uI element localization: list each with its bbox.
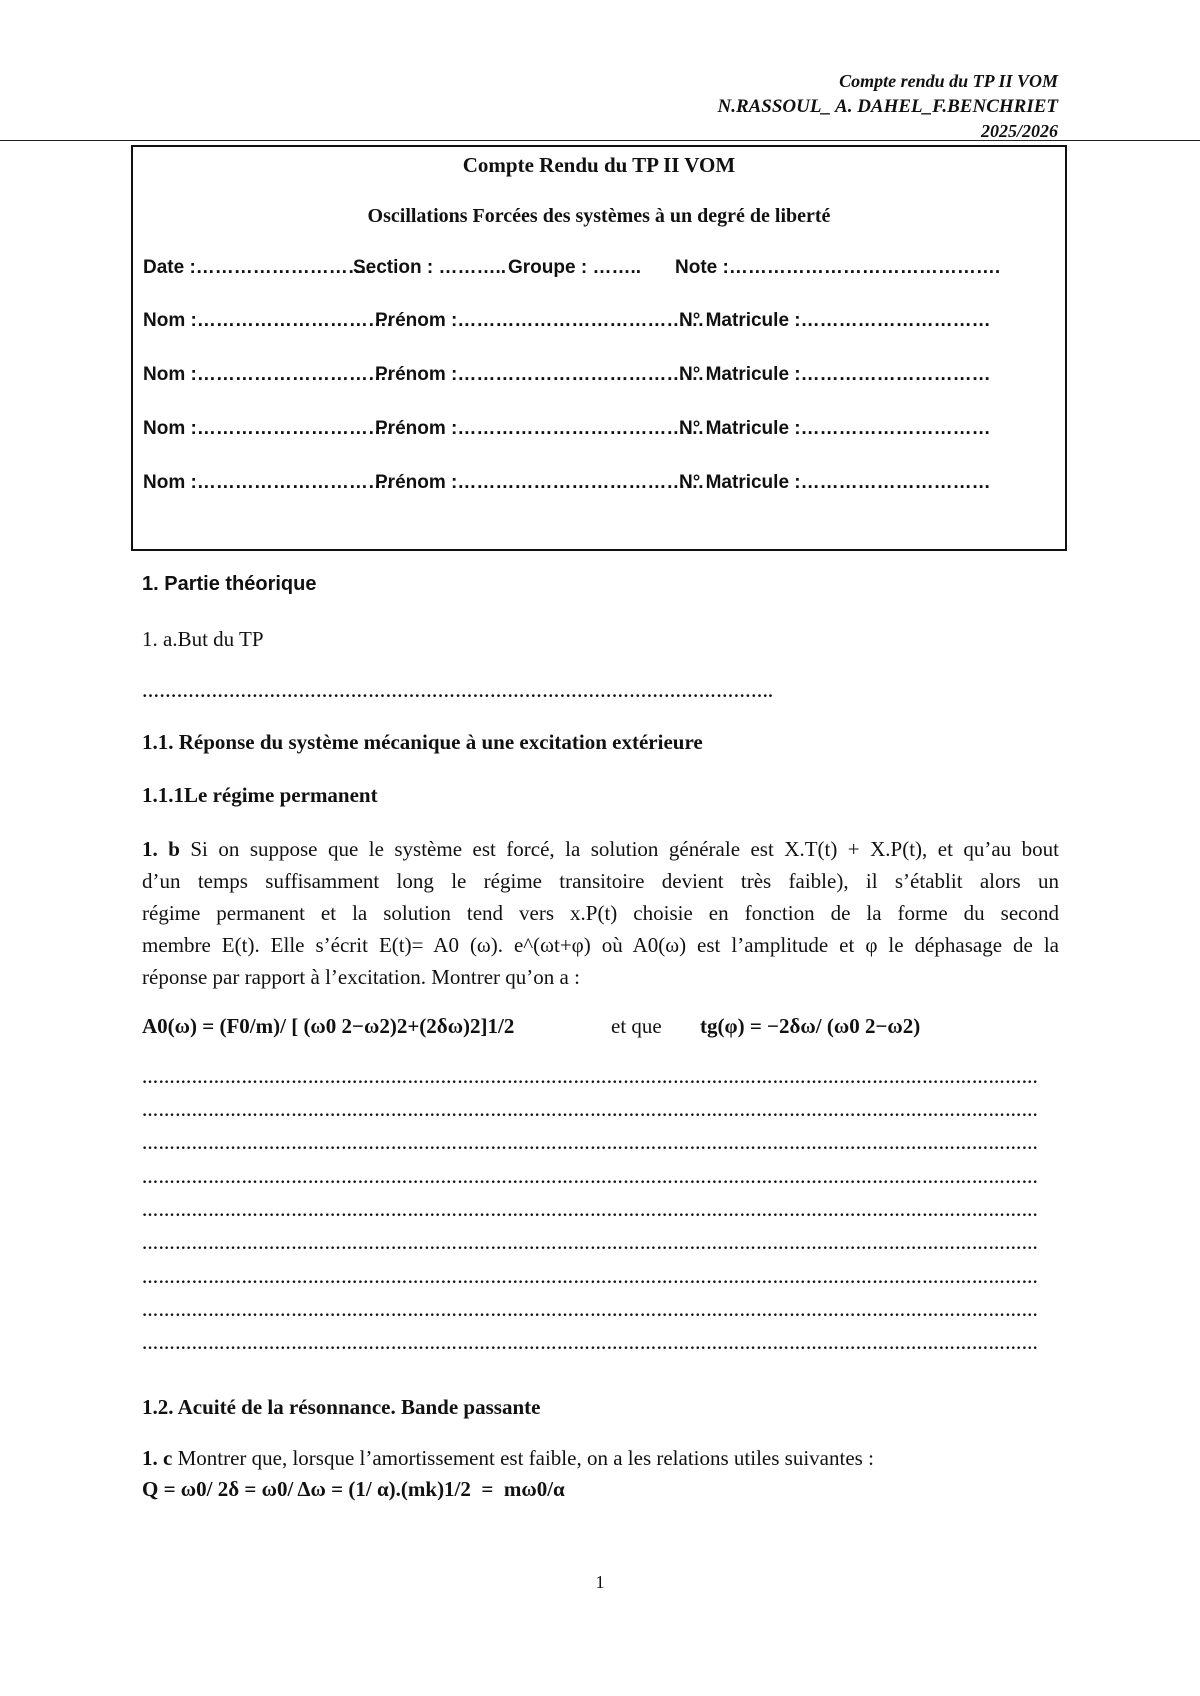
- nom-field[interactable]: Nom :………………………….: [143, 472, 393, 493]
- prenom-field[interactable]: Prénom :…………………………………: [375, 418, 705, 439]
- note-field[interactable]: Note :…………………………………….: [675, 257, 1001, 278]
- formula-amplitude: A0(ω) = (F0/m)/ [ (ω0 2−ω2)2+(2δω)2]1/2: [142, 1014, 515, 1038]
- section-heading-1-2: 1.2. Acuité de la résonnance. Bande passante: [142, 1395, 541, 1419]
- answer-line[interactable]: ………………………………………………………………………………………………………………………………………………: [142, 1303, 1039, 1320]
- page-number: 1: [595, 1572, 605, 1592]
- prenom-field[interactable]: Prénom :…………………………………: [375, 364, 705, 385]
- header-year: 2025/2026: [980, 121, 1058, 141]
- header-authors: N.RASSOUL_ A. DAHEL_F.BENCHRIET: [717, 96, 1058, 117]
- paragraph-line: régime permanent et la solution tend vers x.P(t) choisie en fonction de la forme du second: [142, 901, 1059, 925]
- header-rule: [0, 140, 1200, 141]
- paragraph-line: d’un temps suffisamment long le régime transitoire devient très faible), il s’établit alors un: [142, 869, 1059, 893]
- matricule-field[interactable]: N° Matricule :…………………………: [679, 472, 991, 493]
- formula-quality-factor: Q = ω0/ 2δ = ω0/ Δω = (1/ α).(mk)1/2 = mω0/α: [142, 1477, 565, 1501]
- matricule-field[interactable]: N° Matricule :…………………………: [679, 364, 991, 385]
- header-course-title: Compte rendu du TP II VOM: [839, 71, 1058, 91]
- section-field[interactable]: Section : ………..: [353, 257, 507, 278]
- but-answer-line[interactable]: ……………………………………………………………………………………………….: [142, 682, 774, 701]
- formula-connector: et que: [611, 1014, 662, 1038]
- answer-line[interactable]: ………………………………………………………………………………………………………………………………………………: [142, 1270, 1039, 1287]
- answer-line[interactable]: ………………………………………………………………………………………………………………………………………………: [142, 1070, 1039, 1087]
- group-field[interactable]: Groupe : ……..: [508, 257, 641, 278]
- matricule-field[interactable]: N° Matricule :…………………………: [679, 418, 991, 439]
- question-label: 1. c: [142, 1446, 173, 1470]
- paragraph-line: réponse par rapport à l’excitation. Montrer qu’on a :: [142, 965, 580, 989]
- section-heading-partie: 1. Partie théorique: [142, 573, 317, 595]
- answer-line[interactable]: ………………………………………………………………………………………………………………………………………………: [142, 1203, 1039, 1220]
- report-title: Compte Rendu du TP II VOM: [462, 153, 736, 177]
- section-heading-1-1-1: 1.1.1Le régime permanent: [142, 783, 378, 807]
- paragraph-line: 1. b Si on suppose que le système est forcé, la solution générale est X.T(t) + X.P(t), et qu’au bout: [142, 837, 1059, 861]
- student-row: [143, 472, 991, 582]
- paragraph-line: membre E(t). Elle s’écrit E(t)= A0 (ω). e^(ωt+φ) où A0(ω) est l’amplitude et φ le déphasage de la: [142, 933, 1059, 957]
- answer-line[interactable]: ………………………………………………………………………………………………………………………………………………: [142, 1103, 1039, 1120]
- section-heading-1-1: 1.1. Réponse du système mécanique à une excitation extérieure: [142, 730, 703, 754]
- answer-line[interactable]: ………………………………………………………………………………………………………………………………………………: [142, 1336, 1039, 1353]
- nom-field[interactable]: Nom :………………………….: [143, 310, 393, 331]
- prenom-field[interactable]: Prénom :…………………………………: [375, 472, 705, 493]
- report-subtitle: Oscillations Forcées des systèmes à un degré de liberté: [367, 205, 831, 227]
- answer-line[interactable]: ………………………………………………………………………………………………………………………………………………: [142, 1170, 1039, 1187]
- nom-field[interactable]: Nom :………………………….: [143, 418, 393, 439]
- answer-line[interactable]: ………………………………………………………………………………………………………………………………………………: [142, 1236, 1039, 1253]
- date-field[interactable]: Date :……………………….: [143, 257, 373, 278]
- prenom-field[interactable]: Prénom :…………………………………: [375, 310, 705, 331]
- formula-phase: tg(φ) = −2δω/ (ω0 2−ω2): [700, 1014, 921, 1038]
- identification-box: [131, 145, 1067, 551]
- matricule-field[interactable]: N° Matricule :…………………………: [679, 310, 991, 331]
- nom-field[interactable]: Nom :………………………….: [143, 364, 393, 385]
- answer-line[interactable]: ………………………………………………………………………………………………………………………………………………: [142, 1136, 1039, 1153]
- paragraph-1c: 1. c Montrer que, lorsque l’amortissement est faible, on a les relations utiles suivantes :: [142, 1446, 874, 1470]
- paragraph-1b: [142, 833, 1059, 993]
- section-heading-but: 1. a.But du TP: [142, 627, 264, 651]
- question-label: 1. b: [142, 837, 180, 861]
